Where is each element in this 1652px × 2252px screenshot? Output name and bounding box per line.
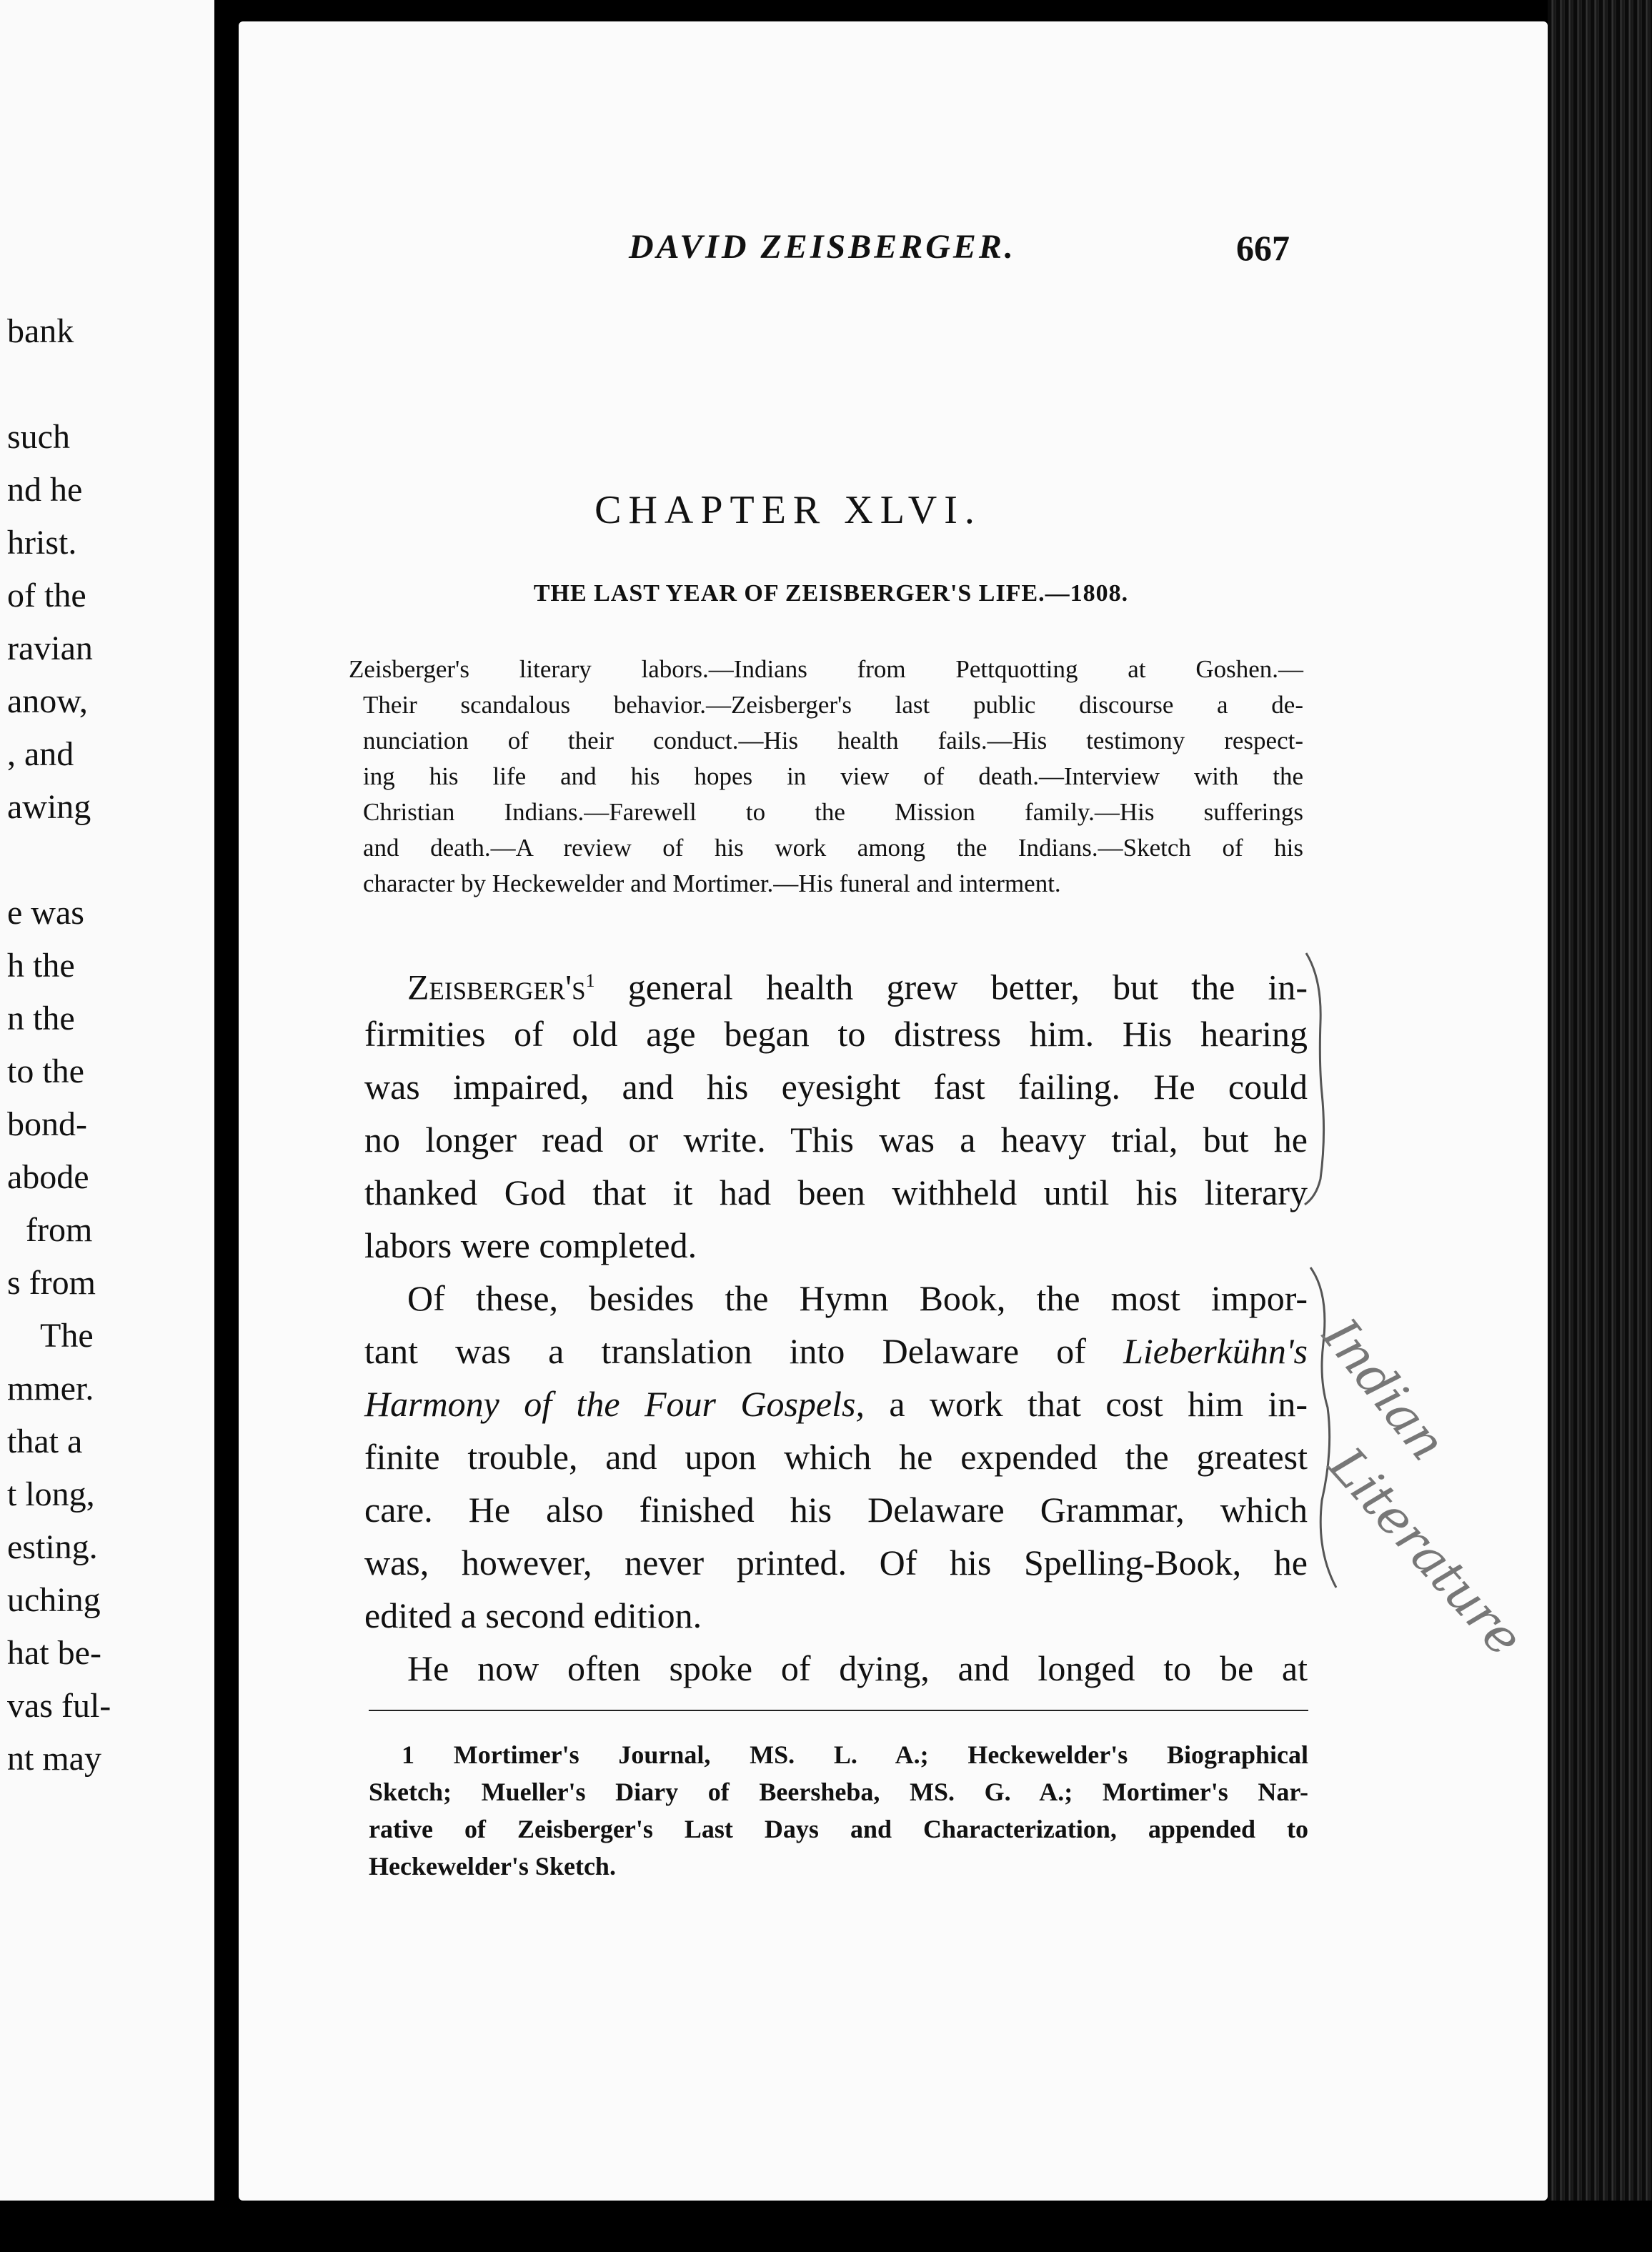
left-page-line: ravian bbox=[7, 629, 93, 667]
left-page-line: nd he bbox=[7, 471, 83, 509]
summary-line: Their scandalous behavior.—Zeisberger's last public discourse a de- bbox=[363, 691, 1303, 719]
margin-bracket bbox=[1308, 1265, 1350, 1593]
footnote-line: Sketch; Mueller's Diary of Beersheba, MS. G. A.; Mortimer's Nar- bbox=[369, 1778, 1308, 1806]
left-page-line: such bbox=[7, 418, 70, 456]
summary-line: character by Heckewelder and Mortimer.—His funeral and interment. bbox=[363, 870, 1061, 897]
running-title: DAVID ZEISBERGER. bbox=[629, 228, 1016, 266]
left-page-line: n the bbox=[7, 1000, 75, 1037]
left-page-line: esting. bbox=[7, 1528, 98, 1566]
summary-line: Christian Indians.—Farewell to the Mission family.—His sufferings bbox=[363, 798, 1303, 826]
chapter-title: CHAPTER XLVI. bbox=[594, 488, 982, 532]
body-line: firmities of old age began to distress him. His hearing bbox=[364, 1014, 1308, 1054]
left-page-line: t long, bbox=[7, 1475, 95, 1513]
footnote-ref: 1 bbox=[585, 970, 595, 991]
footnote-line: rative of Zeisberger's Last Days and Characterization, appended to bbox=[369, 1815, 1308, 1843]
body-line: Of these, besides the Hymn Book, the most impor- bbox=[407, 1278, 1308, 1318]
left-page-line: e was bbox=[7, 894, 84, 932]
left-page-line: from bbox=[26, 1211, 93, 1249]
summary-line: Zeisberger's literary labors.—Indians from Pettquotting at Goshen.— bbox=[349, 655, 1303, 683]
left-page-line: bank bbox=[7, 312, 74, 350]
body-line: edited a second edition. bbox=[364, 1595, 702, 1635]
body-line: He now often spoke of dying, and longed to be at bbox=[407, 1648, 1308, 1688]
left-page-line: , and bbox=[7, 735, 74, 773]
left-facing-page bbox=[0, 0, 214, 2252]
left-page-line: vas ful- bbox=[7, 1687, 111, 1725]
left-page-line: hat be- bbox=[7, 1634, 101, 1672]
body-line bbox=[364, 1325, 1308, 1377]
left-page-line: that a bbox=[7, 1423, 83, 1460]
margin-annotation-handwritten: Indian bbox=[1311, 1307, 1458, 1472]
scan-border bbox=[0, 2201, 1652, 2252]
margin-bracket bbox=[1300, 950, 1343, 1207]
footnote-line: Heckewelder's Sketch. bbox=[369, 1852, 616, 1880]
left-page-line: nt may bbox=[7, 1740, 101, 1778]
body-text bbox=[364, 955, 1308, 1695]
left-page-line: The bbox=[40, 1317, 94, 1355]
book-page-edges bbox=[1548, 0, 1652, 2252]
body-line: thanked God that it had been withheld until his literary bbox=[364, 1172, 1308, 1212]
left-page-line: h the bbox=[7, 947, 75, 985]
body-line: was impaired, and his eyesight fast failing. He could bbox=[364, 1067, 1308, 1107]
left-page-line: s from bbox=[7, 1264, 96, 1302]
book-gutter bbox=[214, 0, 239, 2252]
left-page-line: abode bbox=[7, 1158, 89, 1196]
left-page-line: of the bbox=[7, 577, 86, 614]
italic-title: Lieberkühn's bbox=[1123, 1331, 1308, 1371]
body-line: was, however, never printed. Of his Spelling-Book, he bbox=[364, 1543, 1308, 1583]
left-page-line: awing bbox=[7, 788, 91, 826]
body-line-text: general health grew better, but the in- bbox=[594, 967, 1308, 1007]
summary-line: and death.—A review of his work among the Indians.—Sketch of his bbox=[363, 834, 1303, 862]
body-line bbox=[364, 955, 1308, 1007]
footnote-rule bbox=[369, 1710, 1308, 1711]
italic-title: Harmony of the Four Gospels, bbox=[364, 1384, 865, 1424]
footnote bbox=[369, 1736, 1308, 1885]
body-line: finite trouble, and upon which he expended the greatest bbox=[364, 1437, 1308, 1477]
name-small-caps: Zeisberger's bbox=[407, 967, 586, 1007]
left-page-line: bond- bbox=[7, 1105, 87, 1143]
footnote-line: 1 Mortimer's Journal, MS. L. A.; Heckewelder's Biographical bbox=[402, 1740, 1308, 1769]
body-line: no longer read or write. This was a heavy trial, but he bbox=[364, 1120, 1308, 1160]
left-page-line: mmer. bbox=[7, 1370, 94, 1408]
page-number: 667 bbox=[1236, 228, 1290, 268]
left-page-line: uching bbox=[7, 1581, 101, 1619]
body-line: labors were completed. bbox=[364, 1225, 697, 1265]
body-line-text: a work that cost him in- bbox=[864, 1384, 1308, 1424]
summary-line: nunciation of their conduct.—His health fails.—His testimony respect- bbox=[363, 727, 1303, 754]
left-page-line: hrist. bbox=[7, 524, 77, 562]
body-line-text: tant was a translation into Delaware of bbox=[364, 1331, 1124, 1371]
left-page-line: to the bbox=[7, 1052, 84, 1090]
chapter-subtitle: THE LAST YEAR OF ZEISBERGER'S LIFE.—1808. bbox=[533, 580, 1129, 607]
body-line bbox=[364, 1377, 1308, 1430]
margin-annotation-handwritten: Literature bbox=[1318, 1436, 1535, 1668]
summary-line: ing his life and his hopes in view of death.—Interview with the bbox=[363, 762, 1303, 790]
body-line: care. He also finished his Delaware Grammar, which bbox=[364, 1490, 1308, 1530]
left-page-line: anow, bbox=[7, 682, 88, 720]
chapter-summary bbox=[349, 652, 1303, 902]
